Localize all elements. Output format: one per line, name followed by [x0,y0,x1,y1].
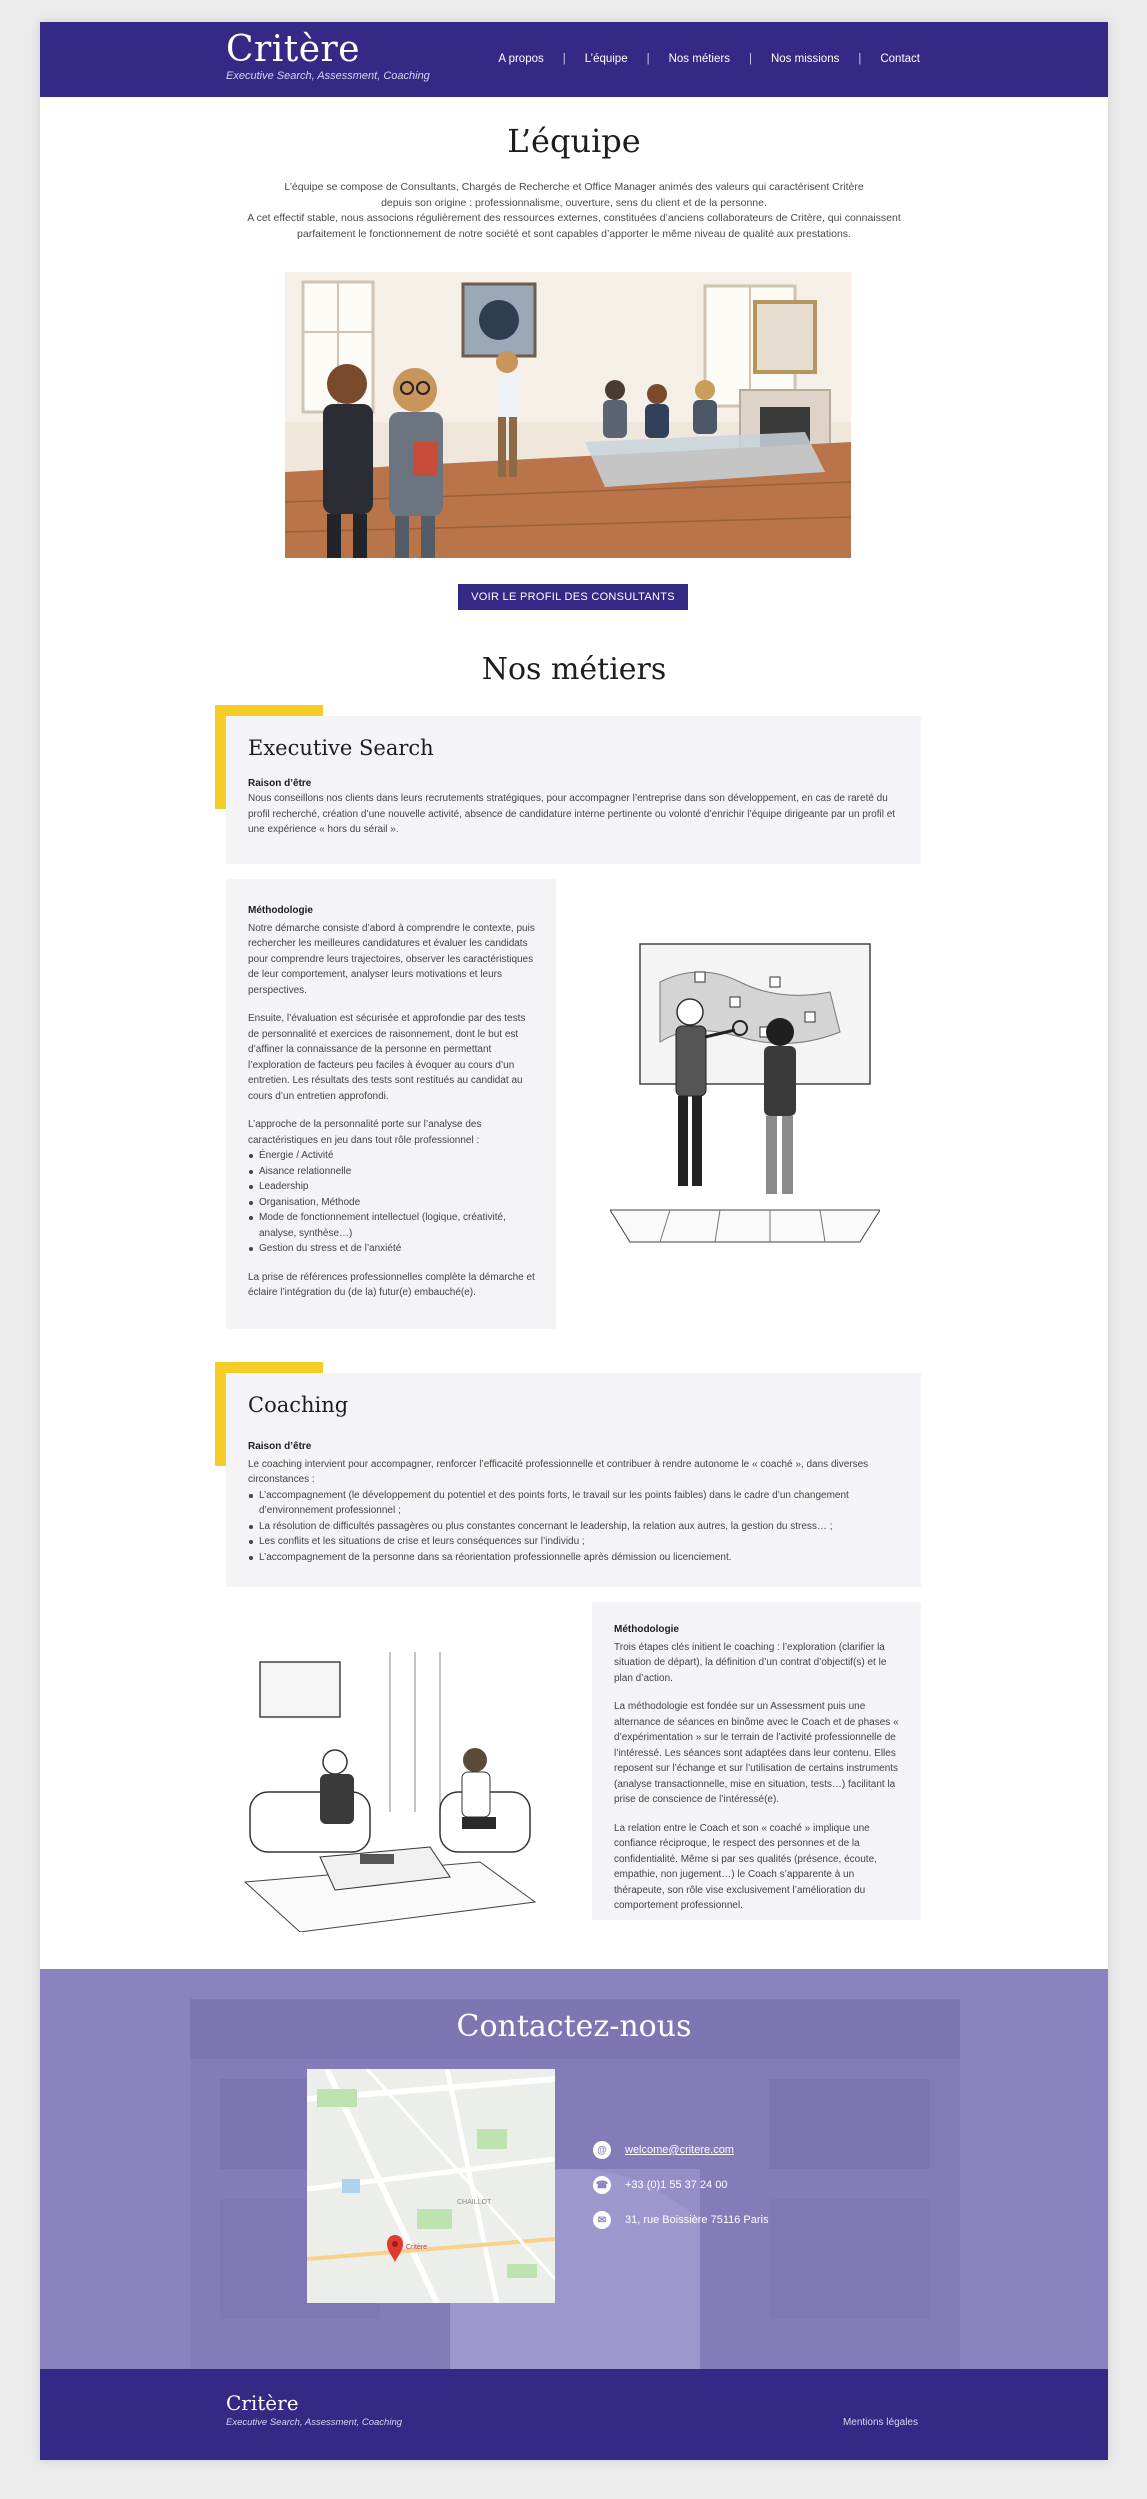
methodo-paragraph: La méthodologie est fondée sur un Assessment puis une alternance de séances en binôme avec le Coach et de phases « d’expérimentation » sur le terrain de l’activité professionnelle de l’intéressé. Les séances sont adaptées dans leur contenu. Elles reposent sur l’échange et sur l’utilisation de certains instruments (analyse transactionnelle, mise en situation, tests…) facilitant la prise de conscience de l’intéressé(e). [614,1701,899,1805]
search-illustration [610,942,880,1252]
brand-name: Critère [226,29,361,70]
map-label: CHAILLOT [457,2199,492,2206]
equipe-intro [240,180,908,242]
raison-text: Nous conseillons nos clients dans leurs recrutements stratégiques, pour accompagner l’entreprise dans son développement, en cas de rareté du profil recherché, création d’une nouvelle activité, absence de candidature interne pertinente ou volonté d’enrichir l’équipe dirigeante par un profil et une expérience « hors du sérail ». [248,793,896,835]
contact-title: Contactez-nous [456,2009,692,2044]
raison-label: Raison d’être [248,778,312,789]
contact-section [40,1969,1108,2369]
envelope-icon: ✉ [593,2211,611,2229]
executive-raison [248,778,903,838]
page [40,22,1108,2460]
list-item: Gestion du stress et de l’anxiété [248,1241,538,1257]
nav-missions[interactable]: Nos missions [770,53,840,65]
main-nav [498,53,920,65]
coaching-raison [248,1439,903,1565]
contact-phone-row [593,2176,727,2194]
list-item: Aisance relationnelle [248,1164,538,1180]
methodo-paragraph: Trois étapes clés initient le coaching : l’exploration (clarifier la situation de départ), la définition d’un contrat d’objectif(s) et le plan d’action. [614,1641,887,1684]
nav-metiers[interactable]: Nos métiers [668,53,730,65]
intro-line: L’équipe se compose de Consultants, Chargés de Recherche et Office Manager animés des valeurs qui caractérisent Critère [284,181,864,193]
coaching-raison-card [226,1373,921,1587]
methodo-paragraph: L’approche de la personnalité porte sur l’analyse des caractéristiques en jeu dans tout rôle professionnel : [248,1119,482,1146]
list-item: Les conflits et les situations de crise et leurs conséquences sur l’individu ; [248,1534,903,1550]
footer-brand-tagline: Executive Search, Assessment, Coaching [226,2417,403,2428]
site-header [40,22,1108,97]
list-item: Leadership [248,1179,538,1195]
team-office-illustration [285,272,851,558]
postal-address: 31, rue Boissière 75116 Paris [625,2214,769,2226]
consultants-profile-button[interactable]: VOIR LE PROFIL DES CONSULTANTS [458,584,688,610]
intro-line: parfaitement le fonctionnement de notre société et sont capables d’apporter le même niveau de qualité aux prestations. [297,227,851,240]
list-item: Énergie / Activité [248,1148,538,1164]
intro-line: A cet effectif stable, nous associons régulièrement des ressources externes, constituées d’anciens collaborateurs de Critère, qui connaissent [247,212,901,224]
methodo-label: Méthodologie [248,905,313,916]
email-link[interactable]: welcome@critere.com [625,2144,734,2156]
phone-icon: ☎ [593,2176,611,2194]
phone-number[interactable]: +33 (0)1 55 37 24 00 [625,2179,728,2191]
executive-methodo-card [226,879,556,1329]
nav-separator: | [562,53,566,65]
nav-separator: | [858,53,862,65]
metiers-title: Nos métiers [481,652,667,687]
nav-separator: | [748,53,752,65]
footer-brand[interactable] [226,2391,402,2428]
location-map[interactable] [307,2069,555,2303]
contact-address-row [593,2211,769,2229]
list-item: La résolution de difficultés passagères ou plus constantes concernant le leadership, la relation aux autres, la gestion du stress… ; [248,1519,903,1535]
brand[interactable] [226,30,430,82]
contact-email-row [593,2141,734,2159]
legal-notice-link[interactable]: Mentions légales [842,2417,918,2428]
brand-tagline: Executive Search, Assessment, Coaching [226,70,430,82]
map-label: Critère [406,2244,428,2251]
list-item: Organisation, Méthode [248,1195,538,1211]
map-graphic [307,2069,555,2303]
site-footer [40,2369,1108,2460]
nav-a-propos[interactable]: A propos [498,53,544,65]
methodo-paragraph: La relation entre le Coach et son « coaché » implique une confiance réciproque, le respect des personnes et de la confidentialité. Même si par ses qualités (présence, écoute, empathie, non jugement…) le Coach s’apparente à un thérapeute, son rôle vise exclusivement l’amélioration du comportement professionnel. [614,1822,877,1911]
office-scene-image [285,272,851,558]
methodo-list [248,1148,538,1257]
executive-title: Executive Search [248,736,434,760]
methodo-label: Méthodologie [614,1624,679,1635]
methodo-paragraph: La prise de références professionnelles complète la démarche et éclaire l’intégration du (de la) futur(e) embauché(e). [248,1271,535,1298]
intro-line: depuis son origine : professionnalisme, ouverture, sens du client et de la personne. [381,196,767,209]
nav-separator: | [646,53,650,65]
map-search-drawing [610,942,880,1252]
nav-equipe[interactable]: L’équipe [584,53,628,65]
methodo-paragraph: Ensuite, l’évaluation est sécurisée et approfondie par des tests de personnalité et exercices de raisonnement, dont le but est d’affiner la connaissance de la personne en permettant l’exploration de facteurs peu faciles à évoquer au cours d’un entretien. Les résultats des tests sont restitués au candidat au cours d’un entretien approfondi. [248,1013,526,1102]
coaching-session-drawing [240,1642,540,1932]
at-icon: @ [593,2141,611,2159]
equipe-title: L’équipe [507,122,641,160]
methodo-paragraph: Notre démarche consiste d’abord à comprendre le contexte, puis rechercher les meilleures candidatures et évaluer les candidats pour comprendre leurs trajectoires, observer les caractéristiques de leur comportement, analyser leurs motivations et leurs perspectives. [248,922,535,996]
list-item: Mode de fonctionnement intellectuel (logique, créativité, analyse, synthèse…) [248,1210,538,1241]
list-item: L’accompagnement de la personne dans sa réorientation professionnelle après démission ou licenciement. [248,1550,903,1566]
raison-text: Le coaching intervient pour accompagner, renforcer l’efficacité professionnelle et contribuer à rendre autonome le « coaché », dans diverses circonstances : [248,1458,869,1485]
coaching-illustration [240,1642,540,1932]
footer-brand-name: Critère [226,2391,299,2415]
list-item: L’accompagnement (le développement du potentiel et des points forts, le travail sur les points faibles) dans le cadre d’un changement d’environnement professionnel ; [248,1488,903,1519]
coaching-title: Coaching [248,1393,349,1417]
coaching-methodo-card [592,1602,921,1920]
raison-label: Raison d’être [248,1441,312,1452]
raison-list [248,1488,903,1566]
executive-raison-card [226,716,921,864]
nav-contact[interactable]: Contact [880,53,920,65]
